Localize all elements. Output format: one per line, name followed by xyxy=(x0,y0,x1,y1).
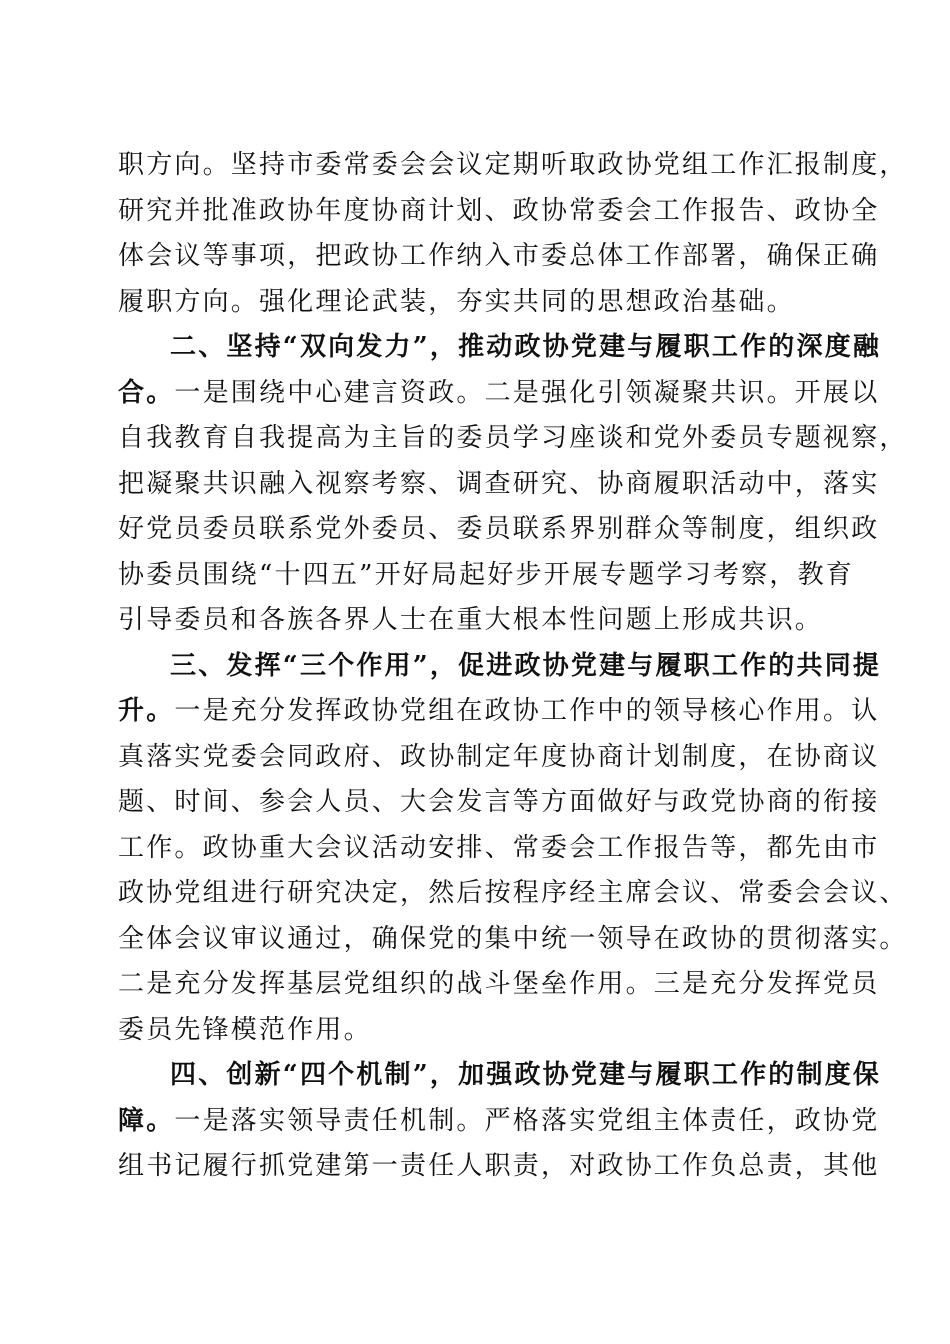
text-line: 研究并批准政协年度协商计划、政协常委会工作报告、政协全 xyxy=(118,195,880,226)
paragraph-section-3 xyxy=(118,644,908,1054)
section-heading xyxy=(118,325,882,371)
section-heading-end: 障。 xyxy=(118,1105,175,1136)
paragraph-section-4 xyxy=(118,1053,882,1190)
section-heading xyxy=(118,1053,882,1099)
section-heading-end: 合。 xyxy=(118,377,175,408)
paragraph-continuation xyxy=(118,143,908,325)
section-heading xyxy=(118,644,882,690)
text-line xyxy=(118,689,880,735)
text-line: 引导委员和各族各界人士在重大根本性问题上形成共识。 xyxy=(118,605,824,635)
text-line: 自我教育自我提高为主旨的委员学习座谈和党外委员专题视察， xyxy=(118,423,908,453)
paragraph-section-2 xyxy=(118,325,908,644)
text-line-rest: 一是围绕中心建言资政。二是强化引领凝聚共识。开展以 xyxy=(174,377,880,408)
section-heading-end: 升。 xyxy=(118,696,175,726)
document-body xyxy=(118,143,908,1190)
text-line: 政协党组进行研究决定，然后按程序经主席会议、常委会会议、 xyxy=(118,878,908,908)
text-line: 组书记履行抓党建第一责任人职责，对政协工作负总责，其他 xyxy=(118,1151,880,1181)
text-line xyxy=(118,1099,880,1145)
text-line: 真落实党委会同政府、政协制定年度协商计划制度，在协商议 xyxy=(118,741,880,772)
text-line-rest: 一是充分发挥政协党组在政协工作中的领导核心作用。认 xyxy=(174,696,880,726)
text-line: 把凝聚共识融入视察考察、调查研究、协商履职活动中，落实 xyxy=(118,468,880,499)
text-line: 工作。政协重大会议活动安排、常委会工作报告等，都先由市 xyxy=(118,832,880,863)
text-line: 履职方向。强化理论武装，夯实共同的思想政治基础。 xyxy=(118,286,795,317)
section-heading-text: 二、坚持“双向发力”，推动政协党建与履职工作的深度融 xyxy=(170,332,882,362)
section-heading-text: 四、创新“四个机制”，加强政协党建与履职工作的制度保 xyxy=(170,1060,882,1090)
section-heading-text: 三、发挥“三个作用”，促进政协党建与履职工作的共同提 xyxy=(170,650,882,681)
text-line: 职方向。坚持市委常委会会议定期听取政协党组工作汇报制度， xyxy=(118,150,908,180)
text-line: 委员先锋模范作用。 xyxy=(118,1014,372,1045)
text-line: 体会议等事项，把政协工作纳入市委总体工作部署，确保正确 xyxy=(118,241,880,271)
text-line: 二是充分发挥基层党组织的战斗堡垒作用。三是充分发挥党员 xyxy=(118,969,880,999)
text-line: 协委员围绕“十四五”开好局起好步开展专题学习考察，教育 xyxy=(118,559,854,590)
text-line: 好党员委员联系党外委员、委员联系界别群众等制度，组织政 xyxy=(118,514,880,544)
text-line xyxy=(118,371,880,417)
text-line-rest: 一是落实领导责任机制。严格落实党组主体责任，政协党 xyxy=(174,1105,880,1136)
text-line: 题、时间、参会人员、大会发言等方面做好与政党协商的衔接 xyxy=(118,787,880,817)
text-line: 全体会议审议通过，确保党的集中统一领导在政协的贯彻落实。 xyxy=(118,923,908,954)
